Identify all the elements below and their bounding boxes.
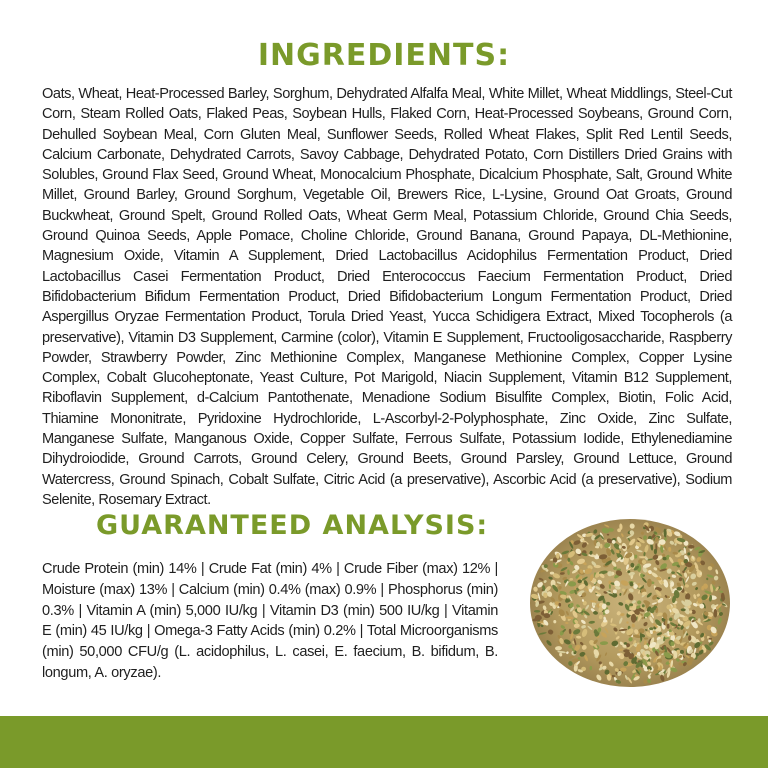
- footer-bar: [0, 716, 768, 768]
- guaranteed-analysis-title: GUARANTEED ANALYSIS:: [96, 510, 489, 541]
- ingredients-list: Oats, Wheat, Heat-Processed Barley, Sorghum, Dehydrated Alfalfa Meal, White Millet, Wheat Middlings, Steel-Cut Corn, Steam Rolled Oats, Flaked Peas, Soybean Hulls, Flaked Corn, Heat-Processed Soybeans, Ground Corn, Dehulled Soybean Meal, Corn Gluten Meal, Sunflower Seeds, Rolled Wheat Flakes, Split Red Lentil Seeds, Calcium Carbonate, Dehydrated Carrots, Savoy Cabbage, Dehydrated Potato, Corn Distillers Dried Grains with Solubles, Ground Flax Seed, Ground Wheat, Monocalcium Phosphate, Dicalcium Phosphate, Salt, Ground White Millet, Ground Barley, Ground Sorghum, Vegetable Oil, Brewers Rice, L-Lysine, Ground Oat Groats, Ground Buckwheat, Ground Spelt, Ground Rolled Oats, Wheat Germ Meal, Potassium Chloride, Ground Chia Seeds, Ground Quinoa Seeds, Apple Pomace, Choline Chloride, Ground Banana, Ground Papaya, DL-Methionine, Magnesium Oxide, Vitamin A Supplement, Dried Lactobacillus Acidophilus Fermentation Product, Dried Lactobacillus Casei Fermentation Product, Dried Enterococcus Faecium Fermentation Product, Dried Bifidobacterium Bifidum Fermentation Product, Dried Bifidobacterium Longum Fermentation Product, Dried Aspergillus Oryzae Fermentation Product, Torula Dried Yeast, Yucca Schidigera Extract, Mixed Tocopherols (a preservative), Vitamin D3 Supplement, Carmine (color), Vitamin E Supplement, Fructooligosaccharide, Raspberry Powder, Strawberry Powder, Zinc Methionine Complex, Manganese Methionine Complex, Copper Lysine Complex, Cobalt Glucoheptonate, Yeast Culture, Pot Marigold, Niacin Supplement, Vitamin B12 Supplement, Riboflavin Supplement, d-Calcium Pantothenate, Menadione Sodium Bisulfite Complex, Biotin, Folic Acid, Thiamine Mononitrate, Pyridoxine Hydrochloride, L-Ascorbyl-2-Polyphosphate, Zinc Oxide, Zinc Sulfate, Manganese Sulfate, Manganous Oxide, Copper Sulfate, Ferrous Sulfate, Potassium Iodide, Ethylenediamine Dihydroiodide, Ground Carrots, Ground Celery, Ground Beets, Ground Parsley, Ground Lettuce, Ground Watercress, Ground Spinach, Cobalt Sulfate, Citric Acid (a preservative), Ascorbic Acid (a preservative), Sodium Selenite, Rosemary Extract.: [42, 86, 732, 508]
- ingredients-title: INGREDIENTS:: [257, 38, 511, 73]
- guaranteed-analysis-text: Crude Protein (min) 14% | Crude Fat (min) 4% | Crude Fiber (max) 12% | Moisture (max) 13% | Calcium (min) 0.4% (max) 0.9% | Phosphorus (min) 0.3% | Vitamin A (min) 5,000 IU/kg | Vitamin D3 (min) 500 IU/kg | Vitamin E (min) 45 IU/kg | Omega-3 Fatty Acids (min) 0.2% | Total Microorganisms (min) 50,000 CFU/g (L. acidophilus, L. casei, E. faecium, B. bifidum, B. longum, A. oryzae).: [42, 561, 498, 681]
- seed-grain: [667, 624, 670, 629]
- seed-grain: [714, 609, 718, 618]
- seed-mix-image: [525, 515, 735, 690]
- seed-grain: [537, 621, 544, 623]
- seed-grain: [556, 553, 560, 559]
